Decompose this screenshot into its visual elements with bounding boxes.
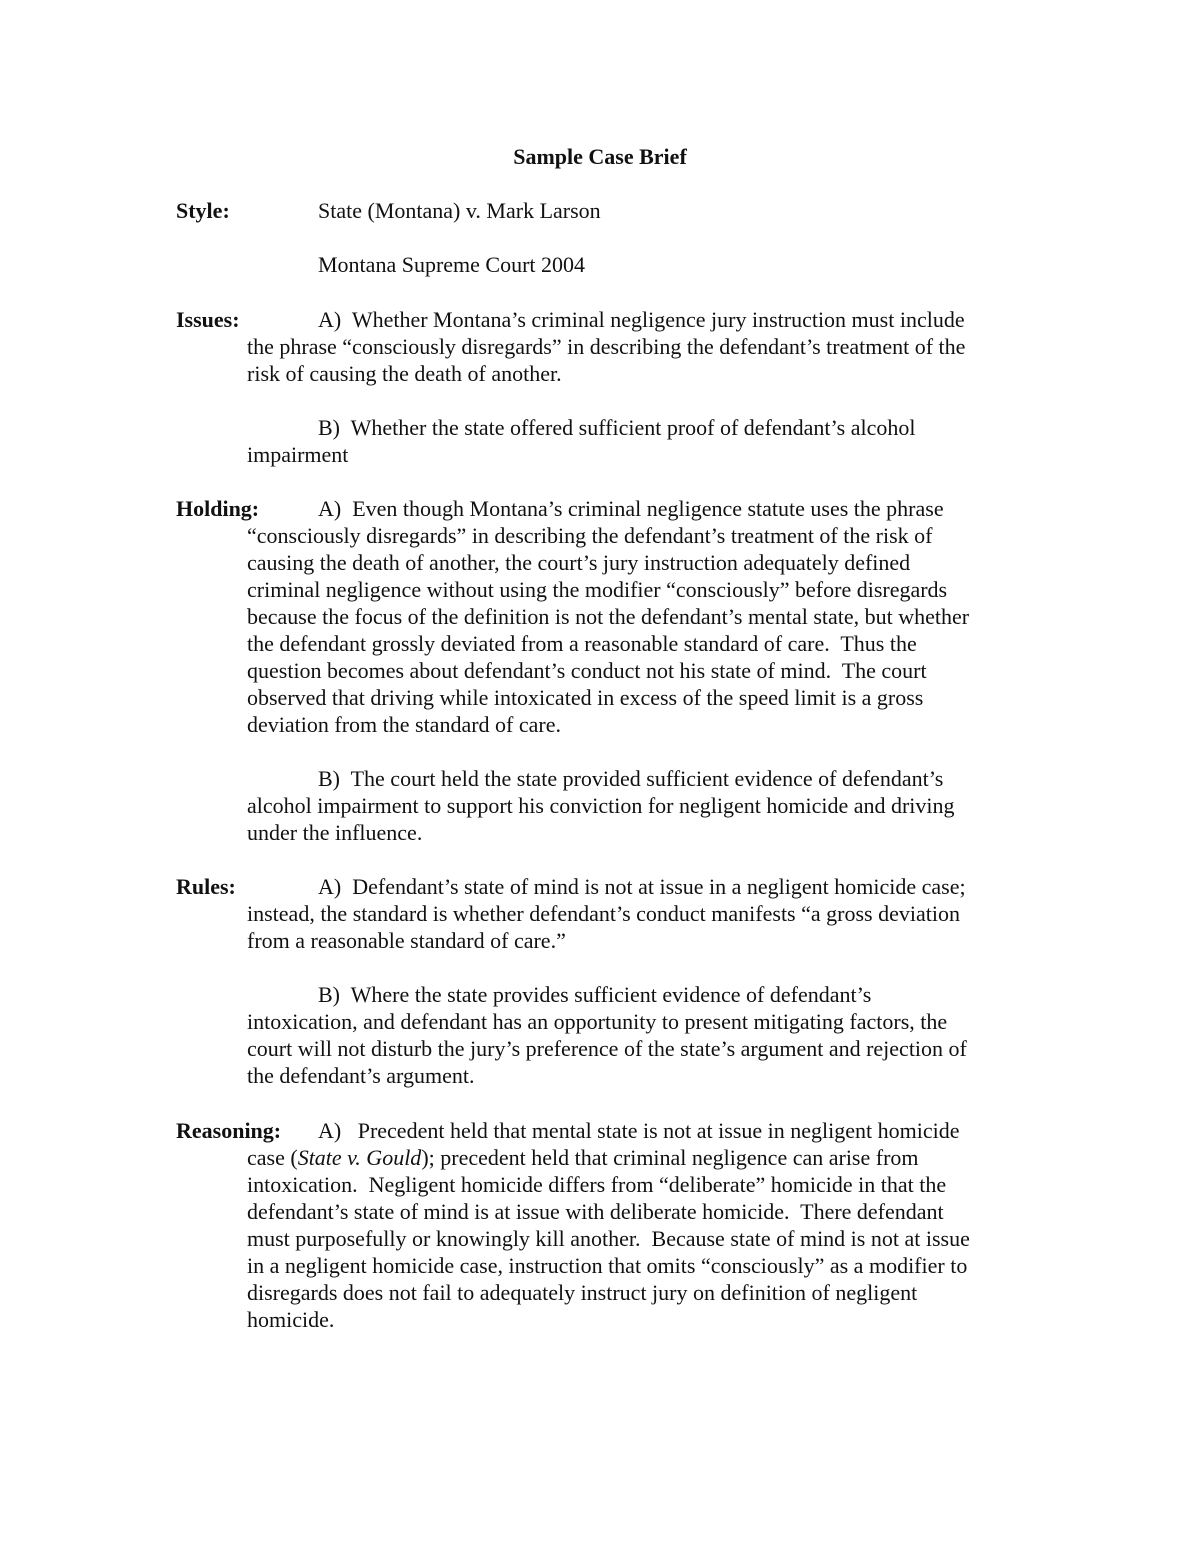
holding-a-line: question becomes about defendant’s conduct not his state of mind. The court [247,658,927,683]
rules-b-line: court will not disturb the jury’s preference of the state’s argument and rejection of [247,1036,967,1061]
court-name: Montana Supreme Court 2004 [318,252,586,277]
holding-a-line: because the focus of the definition is not the defendant’s mental state, but whether [247,604,970,629]
rules-a-line: instead, the standard is whether defendant’s conduct manifests “a gross deviation [247,901,960,926]
reasoning-a-line [247,1144,919,1171]
holding-b-line: under the influence. [247,820,423,845]
rules-b-line: B) Where the state provides sufficient evidence of defendant’s [318,982,872,1007]
holding-a-line: “consciously disregards” in describing the defendant’s treatment of the risk of [247,523,933,548]
issue-b-line: impairment [247,442,349,467]
case-name: State (Montana) v. Mark Larson [318,198,601,223]
issue-a-line: the phrase “consciously disregards” in describing the defendant’s treatment of the [247,334,966,359]
issue-b-line: B) Whether the state offered sufficient proof of defendant’s alcohol [318,415,916,440]
issue-a-line: A) Whether Montana’s criminal negligence jury instruction must include [318,307,965,332]
issue-a-line: risk of causing the death of another. [247,361,562,386]
issues-label: Issues: [176,307,240,332]
holding-a-line: the defendant grossly deviated from a reasonable standard of care. Thus the [247,631,917,656]
holding-b-line: alcohol impairment to support his conviction for negligent homicide and driving [247,793,955,818]
reasoning-a-line: A) Precedent held that mental state is not at issue in negligent homicide [318,1118,960,1143]
case-citation: State v. Gould [297,1145,422,1170]
reasoning-a-line: intoxication. Negligent homicide differs from “deliberate” homicide in that the [247,1172,947,1197]
holding-a-line: deviation from the standard of care. [247,712,561,737]
style-label: Style: [176,198,230,223]
holding-a-line: A) Even though Montana’s criminal negligence statute uses the phrase [318,496,944,521]
reasoning-a-line: defendant’s state of mind is at issue with deliberate homicide. There defendant [247,1199,944,1224]
reasoning-text: ); precedent held that criminal negligence can arise from [421,1145,919,1170]
document-title: Sample Case Brief [513,144,687,169]
holding-a-line: observed that driving while intoxicated in excess of the speed limit is a gross [247,685,924,710]
reasoning-text: case ( [247,1145,298,1170]
holding-label: Holding: [176,496,260,521]
rules-b-line: intoxication, and defendant has an opportunity to present mitigating factors, the [247,1009,948,1034]
reasoning-a-line: disregards does not fail to adequately instruct jury on definition of negligent [247,1280,918,1305]
reasoning-a-line: in a negligent homicide case, instruction that omits “consciously” as a modifier to [247,1253,968,1278]
reasoning-label: Reasoning: [176,1118,282,1143]
holding-b-line: B) The court held the state provided sufficient evidence of defendant’s [318,766,944,791]
reasoning-a-line: homicide. [247,1307,335,1332]
holding-a-line: causing the death of another, the court’s jury instruction adequately defined [247,550,911,575]
rules-a-line: A) Defendant’s state of mind is not at issue in a negligent homicide case; [318,874,966,899]
reasoning-a-line: must purposefully or knowingly kill another. Because state of mind is not at issue [247,1226,970,1251]
holding-a-line: criminal negligence without using the modifier “consciously” before disregards [247,577,948,602]
rules-b-line: the defendant’s argument. [247,1063,475,1088]
rules-label: Rules: [176,874,236,899]
rules-a-line: from a reasonable standard of care.” [247,928,566,953]
